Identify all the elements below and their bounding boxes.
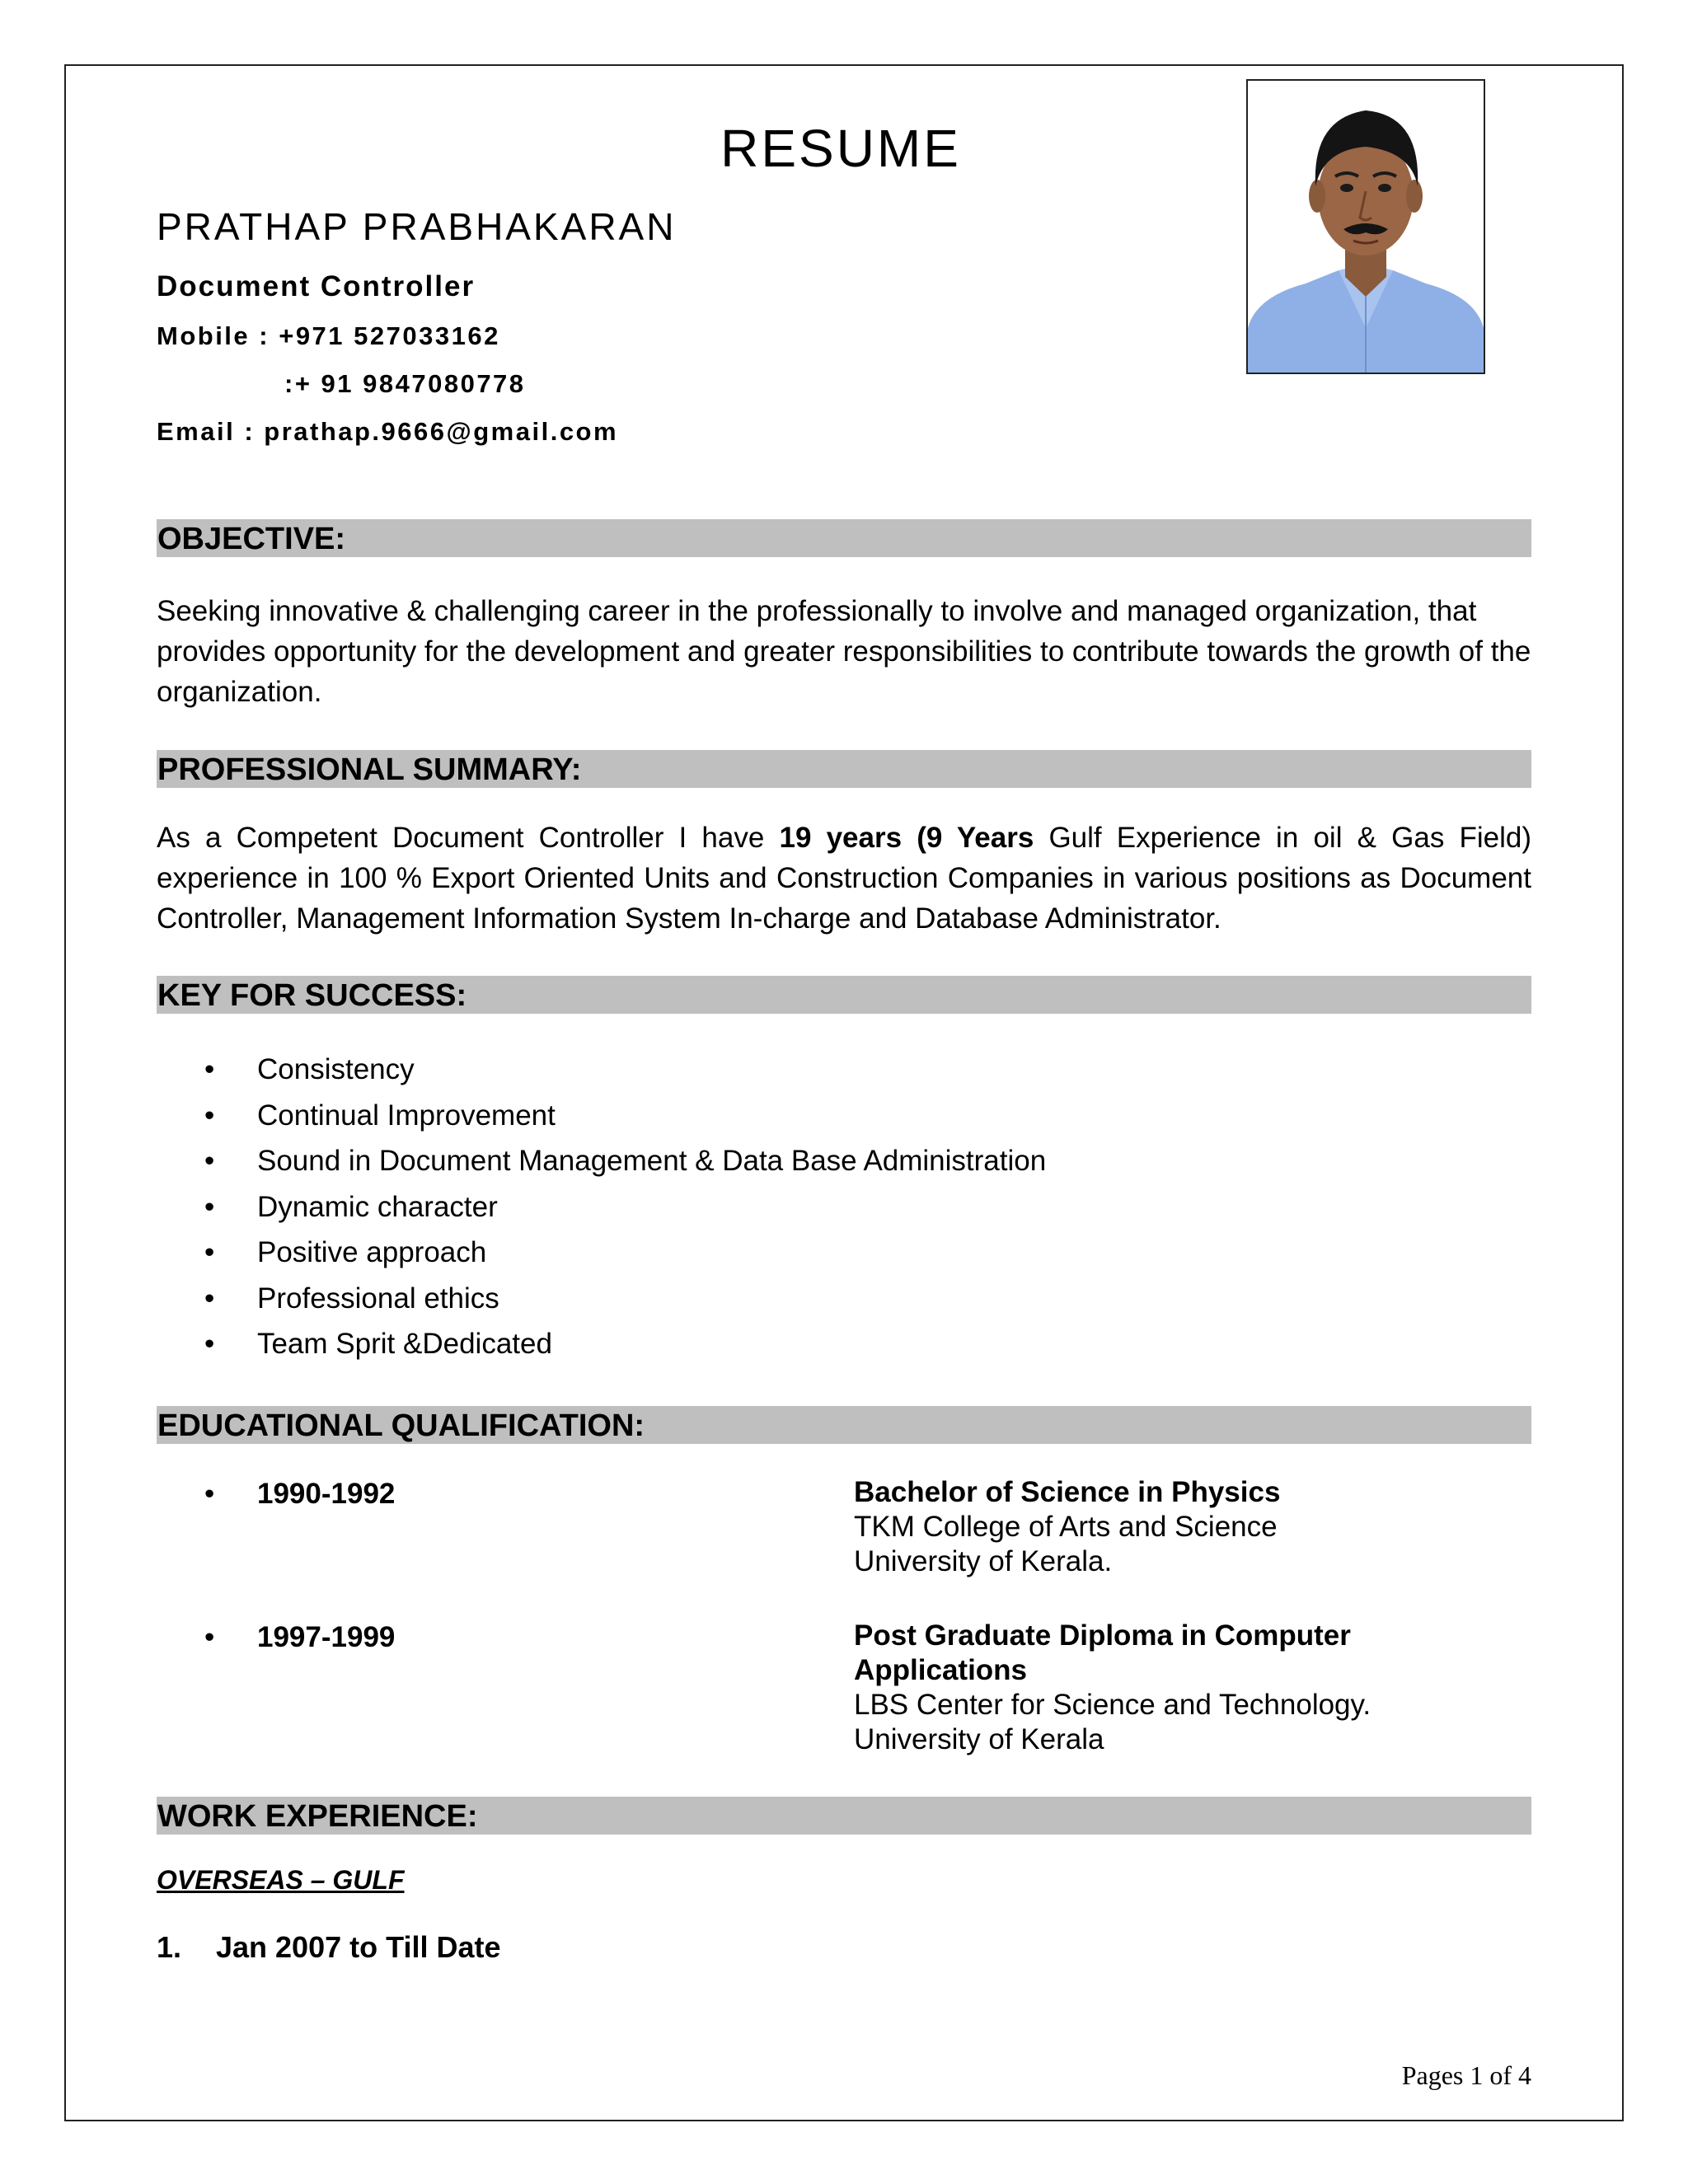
key-success-item: • Positive approach [204,1230,1046,1276]
education-bullet: • [204,1478,215,1510]
education-bullet: • [204,1621,215,1653]
resume-title: RESUME [720,119,961,178]
education-degree: Bachelor of Science in Physics [854,1476,1281,1508]
key-success-item: • Sound in Document Management & Data Base Administration [204,1138,1046,1184]
email-line: Email : prathap.9666@gmail.com [157,417,619,446]
education-university: University of Kerala [854,1723,1104,1755]
education-period: 1990-1992 [257,1478,396,1510]
section-heading-objective: OBJECTIVE: [157,519,1531,557]
job-number: 1. [157,1930,182,1964]
mobile-secondary: :+ 91 9847080778 [284,369,526,398]
education-detail [854,1475,1464,1579]
mobile-primary: Mobile : +971 527033162 [157,321,500,350]
job-period: Jan 2007 to Till Date [216,1930,501,1964]
education-degree: Post Graduate Diploma in Computer Applications [854,1619,1351,1686]
summary-years-highlight: 19 years (9 Years [779,822,1034,854]
section-heading-work: WORK EXPERIENCE: [157,1797,1531,1835]
work-subheading: OVERSEAS – GULF [157,1865,405,1895]
key-success-item: • Dynamic character [204,1184,1046,1230]
job-entry [157,1930,501,1964]
key-success-list [204,1047,1046,1367]
candidate-role: Document Controller [157,270,476,302]
key-success-item: • Team Sprit &Dedicated [204,1321,1046,1367]
section-heading-education: EDUCATIONAL QUALIFICATION: [157,1406,1531,1444]
education-institution: TKM College of Arts and Science [854,1511,1278,1543]
summary-text-part1: As a Competent Document Controller I have [157,822,780,854]
summary-text [157,818,1531,939]
profile-photo-image [1248,81,1484,373]
section-heading-keys: KEY FOR SUCCESS: [157,976,1531,1014]
page-number: Pages 1 of 4 [1401,2060,1531,2090]
summary-text-part2: Gulf Experience in oil & Gas Field) experience in 100 % Export Oriented Units and Construction Companies in various positions as Document Controller, Management Information System In-charge and Database Administrator. [157,822,1531,935]
key-success-item: • Consistency [204,1047,1046,1093]
key-success-item: • Continual Improvement [204,1093,1046,1139]
education-detail [854,1619,1464,1757]
profile-photo [1246,79,1485,374]
education-institution: LBS Center for Science and Technology. [854,1689,1372,1721]
education-period: 1997-1999 [257,1621,396,1653]
candidate-name: PRATHAP PRABHAKARAN [157,205,677,248]
key-success-item: • Professional ethics [204,1276,1046,1322]
objective-text: Seeking innovative & challenging career in the professionally to involve and managed organization, that provides opportunity for the development and greater responsibilities to contribute towards the growth of the organization. [157,595,1531,708]
section-heading-summary: PROFESSIONAL SUMMARY: [157,750,1531,788]
education-university: University of Kerala. [854,1545,1113,1577]
